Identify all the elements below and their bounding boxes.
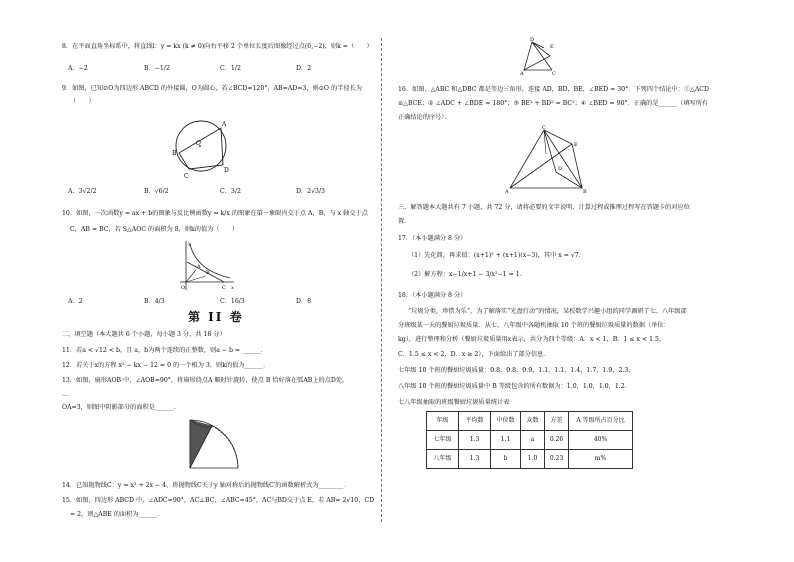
label-e-16: E (574, 142, 578, 148)
table-cell: 1.3 (459, 450, 491, 469)
question-17-part-1: （1）先化简，再求值：(x+1)² + (x+1)(x−3)，其中 x = √7． (408, 252, 585, 259)
q9-option-d: D．2√3/3 (296, 188, 325, 195)
table-cell: b (491, 450, 521, 469)
question-18-para-5: 七年级 10 个班的餐厨垃圾质量：0.8，0.8，0.9，1.1，1.1，1.4，1.7，1.9，2.3， (398, 367, 635, 374)
question-18-para-1: “垃圾分类，珍惜为乐”，为了解落实“光盘行动”的情况，某校数学兴趣小组的同学调研了七、八年级部 (408, 308, 687, 315)
top-label-d: D (530, 37, 535, 43)
q10-option-b: B．4/3 (144, 298, 165, 305)
point-a-label: A (197, 264, 201, 270)
question-8-stem: 8．在平面直角坐标系中，将直线l：y = kx (k ≠ 0)向右平移 2 个单位长度后图像经过点(6,−2)，则k =（ ） (62, 43, 373, 50)
top-label-a: A (520, 71, 524, 76)
question-16-line-2: ≌△BCE；② ∠ADC + ∠BDE = 180°；③ BE² + BD² = BC²；④ ∠BED = 90°．正确的是______（填写所有 (398, 100, 709, 107)
table-cell: 0.23 (545, 450, 569, 469)
table-header-cell: 众数 (521, 412, 545, 431)
point-c-label: C (222, 285, 226, 291)
q10-option-c: C．16/3 (220, 298, 245, 305)
equilateral-triangles-figure (504, 124, 590, 194)
table-cell: m% (569, 450, 633, 469)
table-cell: 1.3 (459, 431, 491, 450)
question-16-line-1: 16．如图，△ABC 和△DBC 都是等边三角形，连接 AD，BD，BE，∠BED = 30°．下列四个结论中：①△ACD (398, 86, 709, 93)
table-cell: 0.26 (545, 431, 569, 450)
question-10-stem: 10．如图，一次函数y = ax + b的图象与反比例函数y = k/x 的图象在第一象限内交于点 A，B，与 x 轴交于点 (62, 210, 368, 217)
label-d-16: D (558, 166, 563, 172)
table-cell: 七年级 (427, 431, 459, 450)
top-label-e: E (550, 44, 554, 50)
axis-x-label: x (231, 285, 234, 291)
q9-option-a: A．3√2/2 (68, 188, 97, 195)
question-8-options (68, 65, 372, 73)
table-row (427, 431, 633, 450)
q8-option-b: B．−1/2 (144, 65, 170, 72)
answer-section-header: 三、解答题本大题共有 7 小题，共 72 分，请将必要的文字说明、计算过程或推理过程写在答题卡的对应位 (398, 204, 690, 211)
label-c: C (184, 173, 189, 180)
question-18: 18．（本小题满分 8 分） (398, 292, 467, 299)
table-cell: 八年级 (427, 450, 459, 469)
circle-quadrilateral-figure (166, 113, 236, 181)
q10-option-d: D．8 (296, 298, 312, 305)
label-o: O (196, 140, 201, 147)
question-14: 14．已知抛物线C：y = x² + 2x − 4，将抛物线C关于y 轴对称后的抛物线C′的函数解析式为________． (62, 482, 350, 489)
table-row (427, 450, 633, 469)
question-16-line-3: 正确结论的序号）． (398, 114, 451, 121)
axis-y-label: y (188, 241, 191, 247)
table-cell: a (521, 431, 545, 450)
question-10-stem-2: C，AB = BC，若 S△AOC 的面积为 8，则k的值为（ ） (70, 226, 239, 233)
question-11: 11．若a < √12 < b，且 a，b为两个连续的正整数，则a − b = ______． (62, 347, 267, 354)
label-b: B (172, 150, 177, 157)
question-17-part-2: （2）解方程：x−1/x+1 − 3/x²−1 = 1． (408, 271, 526, 278)
question-10-options (68, 298, 372, 306)
table-header-cell: 年级 (427, 412, 459, 431)
q9-option-b: B．√6/2 (144, 188, 169, 195)
fill-in-section-header: 二、填空题（本大题共 6 个小题，每小题 3 分，共 18 分） (62, 331, 226, 338)
question-17: 17．（本小题满分 8 分） (398, 235, 467, 242)
question-9-stem: 9．如图，已知⊙O为四边形 ABCD 的外接圆，O为圆心，若∠BCD=120°，AB=AD=3，则⊙O 的半径长为 (62, 85, 362, 92)
question-12: 12．若关于x的方程 x² − kx − 12 = 0 的一个根为 3，则k的值为______． (62, 362, 270, 369)
label-c-16: C (542, 125, 546, 131)
table-header-cell: 平均数 (459, 412, 491, 431)
label-a-16: A (505, 189, 509, 194)
table-cell: 1.0 (521, 450, 545, 469)
label-a: A (222, 121, 227, 128)
label-d: D (224, 167, 229, 174)
question-18-para-3: kg），进行整理和分析（餐厨垃圾质量用x表示，共分为四个等级：A．x < 1，B．1 ≤ x < 1.5， (398, 336, 666, 343)
part-two-title: 第 II 卷 (188, 310, 244, 324)
triangle-figure-top (516, 36, 558, 76)
label-b-16: B (583, 189, 587, 194)
question-13-line-3: OA=3，则图中阴影部分的面积是______． (62, 404, 180, 411)
question-15-line-1: 15．如图，四边形 ABCD 中，∠ADC=90°，AC⊥BC，∠ABC=45°，AC与BD交于点 E，若 AB= 2√10，CD (62, 497, 375, 504)
top-label-c: C (552, 71, 556, 76)
question-9-stem-2: （ ） (70, 98, 95, 105)
statistics-table (426, 411, 633, 469)
table-cell: 1.1 (491, 431, 521, 450)
question-18-para-6: 八年级 10 个班的餐厨垃圾质量中 B 等级包含的所有数据为：1.0，1.0，1.0，1.2． (398, 383, 631, 390)
table-cell: 40% (569, 431, 633, 450)
table-caption: 七八年级抽取的班级餐厨垃圾质量统计表 (398, 399, 510, 406)
point-b-label: B (206, 270, 210, 276)
function-graph-figure (174, 238, 236, 292)
q9-option-c: C．3/2 (220, 188, 241, 195)
question-13-line-2: … (62, 391, 69, 398)
q8-option-d: D．2 (296, 65, 312, 72)
q10-option-a: A．2 (68, 298, 83, 305)
answer-section-header-2: 置． (398, 218, 411, 225)
column-divider (381, 38, 382, 522)
question-15-line-2: = 2，则△ABE 的面积为______． (70, 511, 164, 518)
table-header-cell: 方差 (545, 412, 569, 431)
question-9-options (68, 188, 372, 196)
q8-option-a: A．−2 (68, 65, 88, 72)
table-header-cell: 中位数 (491, 412, 521, 431)
question-18-para-2: 分班级某一天的餐厨垃圾质量．从七、八年级中各随机抽取 10 个班的餐厨垃圾质量的数据（单位： (398, 322, 670, 329)
origin-label: O (181, 285, 186, 291)
q8-option-c: C．1/2 (220, 65, 241, 72)
sector-figure (182, 412, 244, 474)
table-header-row (427, 412, 633, 431)
table-header-cell: A 等级所占百分比 (569, 412, 633, 431)
question-18-para-4: C．1.5 ≤ x < 2，D．x ≥ 2），下面给出了部分信息． (398, 351, 550, 358)
question-13-line-1: 13．如图，扇形AOB 中，∠AOB=90°，将扇形绕点A 顺时针旋转，使点 B 恰好落在弧AB上的点D处， (62, 377, 349, 384)
